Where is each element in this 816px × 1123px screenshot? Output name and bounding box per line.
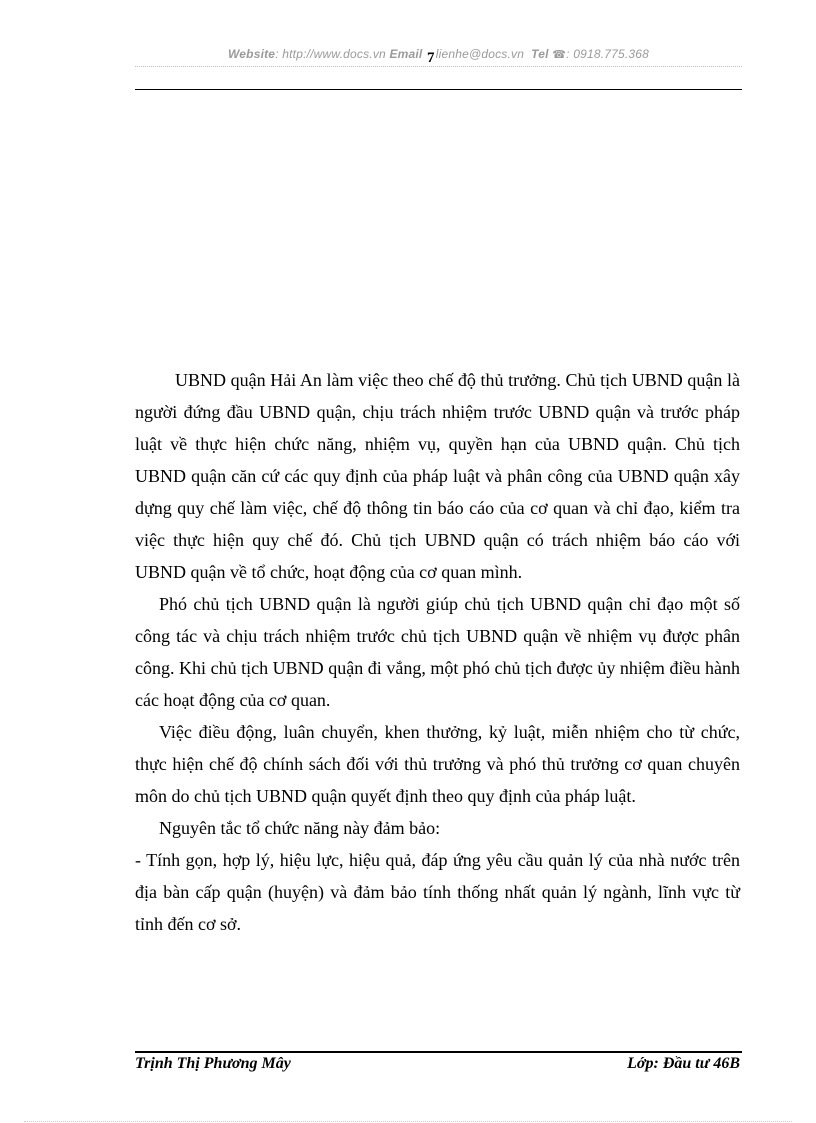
footer-author: Trịnh Thị Phương Mây xyxy=(135,1055,291,1072)
tel-value: : 0918.775.368 xyxy=(566,47,649,61)
paragraph-chairman: UBND quận Hải An làm việc theo chế độ thủ trưởng. Chủ tịch UBND quận là người đứng đầu UBND quận, chịu trách nhiệm trước UBND quận và trước pháp luật về thực hiện chức năng, nhiệm vụ, quyền hạn của UBND quận. Chủ tịch UBND quận căn cứ các quy định của pháp luật và phân công của UBND quận xây dựng quy chế làm việc, chế độ thông tin báo cáo của cơ quan và chỉ đạo, kiểm tra việc thực hiện quy chế đó. Chủ tịch UBND quận có trách nhiệm báo cáo với UBND quận về tổ chức, hoạt động của cơ quan mình. xyxy=(135,370,740,582)
footer-divider xyxy=(135,1051,742,1053)
page-bottom-dotted-divider xyxy=(24,1121,792,1122)
footer-class: Lớp: Đầu tư 46B xyxy=(627,1055,740,1072)
email-label: Email xyxy=(389,47,423,61)
website-label: Website xyxy=(227,47,276,61)
paragraph-principle-heading: Nguyên tắc tổ chức năng này đảm bảo: xyxy=(159,818,441,838)
document-body xyxy=(135,364,740,940)
website-value[interactable]: : http://www.docs.vn xyxy=(275,47,386,61)
header-dotted-divider xyxy=(135,66,742,67)
tel-label: Tel xyxy=(531,47,549,61)
page-header xyxy=(135,46,742,66)
email-value[interactable]: lienhe@docs.vn xyxy=(435,47,525,61)
paragraph-principle-item: - Tính gọn, hợp lý, hiệu lực, hiệu quả, đáp ứng yêu cầu quản lý của nhà nước trên địa bàn cấp quận (huyện) và đảm bảo tính thống nhất quản lý ngành, lĩnh vực từ tỉnh đến cơ sở. xyxy=(135,850,740,934)
page-number: 7 xyxy=(427,50,435,66)
paragraph-vice-chairman: Phó chủ tịch UBND quận là người giúp chủ tịch UBND quận chỉ đạo một số công tác và chịu trách nhiệm trước chủ tịch UBND quận về nhiệm vụ được phân công. Khi chủ tịch UBND quận đi vắng, một phó chủ tịch được ủy nhiệm điều hành các hoạt động của cơ quan. xyxy=(135,594,740,710)
phone-icon: ☎ xyxy=(552,49,567,61)
paragraph-appointment: Việc điều động, luân chuyển, khen thưởng, kỷ luật, miễn nhiệm cho từ chức, thực hiện chế độ chính sách đối với thủ trưởng và phó thủ trưởng cơ quan chuyên môn do chủ tịch UBND quận quyết định theo quy định của pháp luật. xyxy=(135,722,740,806)
header-divider xyxy=(135,89,742,90)
